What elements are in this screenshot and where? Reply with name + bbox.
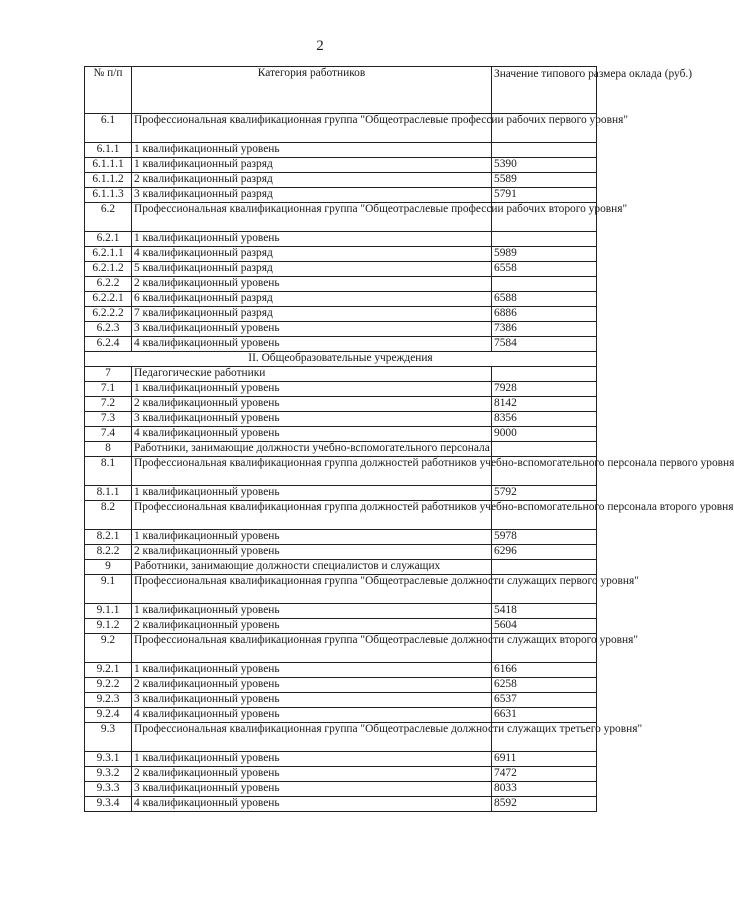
row-salary-value: 7386 [492,322,597,337]
row-category: 3 квалификационный уровень [132,782,492,797]
table-row [85,158,597,173]
row-category: 1 квалификационный уровень [132,663,492,678]
row-category: Профессиональная квалификационная группа должностей работников учебно-вспомогательного персонала второго уровня [132,501,492,530]
table-row [85,619,597,634]
table-row [85,367,597,382]
table-row [85,173,597,188]
page-number: 2 [316,38,324,54]
row-number: 8 [85,442,132,457]
row-salary-value: 5418 [492,604,597,619]
table-row [85,723,597,752]
table-row [85,322,597,337]
table-header-row [85,67,597,114]
row-number: 9 [85,560,132,575]
row-number: 9.1.1 [85,604,132,619]
row-salary-value: 5978 [492,530,597,545]
row-category: 1 квалификационный уровень [132,143,492,158]
row-salary-value: 6537 [492,693,597,708]
row-category: 7 квалификационный разряд [132,307,492,322]
table-row [85,412,597,427]
table-row [85,427,597,442]
table-row [85,678,597,693]
row-number: 9.2.3 [85,693,132,708]
table-row [85,797,597,812]
table-row [85,530,597,545]
row-number: 9.2.2 [85,678,132,693]
table-row [85,397,597,412]
row-number: 9.2 [85,634,132,663]
row-category: 2 квалификационный уровень [132,678,492,693]
row-salary-value: 7472 [492,767,597,782]
row-category: 3 квалификационный уровень [132,322,492,337]
row-number: 7.2 [85,397,132,412]
table-row [85,752,597,767]
row-salary-value: 5390 [492,158,597,173]
row-salary-value: 5604 [492,619,597,634]
row-salary-value [492,232,597,247]
row-number: 7 [85,367,132,382]
row-number: 6.2 [85,203,132,232]
row-number: 6.2.2.2 [85,307,132,322]
table-row [85,114,597,143]
row-number: 6.2.2.1 [85,292,132,307]
row-number: 6.2.3 [85,322,132,337]
row-category: 3 квалификационный разряд [132,188,492,203]
table-row [85,442,597,457]
row-number: 6.1.1 [85,143,132,158]
row-number: 6.2.1 [85,232,132,247]
row-category: 3 квалификационный уровень [132,693,492,708]
row-category: 2 квалификационный уровень [132,397,492,412]
row-number: 6.2.1.2 [85,262,132,277]
row-number: 6.1.1.2 [85,173,132,188]
row-category: 1 квалификационный разряд [132,158,492,173]
table-row [85,382,597,397]
table-row [85,143,597,158]
row-category: 1 квалификационный уровень [132,232,492,247]
table-row [85,501,597,530]
table-body [85,114,734,812]
row-salary-value [492,560,597,575]
row-number: 8.1.1 [85,486,132,501]
row-number: 9.3.4 [85,797,132,812]
table-row [85,634,597,663]
row-salary-value: 6258 [492,678,597,693]
row-category: 5 квалификационный разряд [132,262,492,277]
header-value: Значение типового размера оклада (руб.) [492,67,597,114]
table-row [85,307,597,322]
table-row [85,247,597,262]
row-salary-value: 6886 [492,307,597,322]
row-number: 7.1 [85,382,132,397]
table-row [85,604,597,619]
row-number: 8.2.1 [85,530,132,545]
header-num: № п/п [85,67,132,114]
row-number: 7.3 [85,412,132,427]
row-number: 9.1.2 [85,619,132,634]
table-row [85,693,597,708]
row-salary-value: 8592 [492,797,597,812]
row-category: 4 квалификационный уровень [132,797,492,812]
table-row [85,232,597,247]
row-number: 9.2.1 [85,663,132,678]
row-number: 6.1 [85,114,132,143]
table-row [85,292,597,307]
table-row [85,782,597,797]
row-number: 6.2.1.1 [85,247,132,262]
row-category: 1 квалификационный уровень [132,486,492,501]
row-category: Профессиональная квалификационная группа "Общеотраслевые профессии рабочих второго уровня" [132,203,492,232]
row-number: 8.1 [85,457,132,486]
table-row [85,575,597,604]
row-salary-value: 8356 [492,412,597,427]
table-row [85,767,597,782]
row-category: 2 квалификационный уровень [132,767,492,782]
table-row [85,560,597,575]
row-number: 6.1.1.1 [85,158,132,173]
row-number: 9.2.4 [85,708,132,723]
row-salary-value [492,442,597,457]
row-number: 6.2.4 [85,337,132,352]
row-category: 1 квалификационный уровень [132,752,492,767]
salary-table [84,66,734,812]
row-salary-value: 6166 [492,663,597,678]
table-row [85,203,597,232]
row-category: Профессиональная квалификационная группа "Общеотраслевые профессии рабочих первого уровня" [132,114,492,143]
row-salary-value: 6631 [492,708,597,723]
row-category: 6 квалификационный разряд [132,292,492,307]
row-number: 8.2.2 [85,545,132,560]
row-category: 3 квалификационный уровень [132,412,492,427]
row-salary-value: 6296 [492,545,597,560]
table-row [85,188,597,203]
row-salary-value [492,367,597,382]
row-category: 2 квалификационный уровень [132,277,492,292]
row-salary-value: 6558 [492,262,597,277]
row-salary-value: 6911 [492,752,597,767]
row-salary-value: 5792 [492,486,597,501]
row-category: Профессиональная квалификационная группа "Общеотраслевые должности служащих второго уровня" [132,634,492,663]
row-salary-value: 5989 [492,247,597,262]
header-category: Категория работников [132,67,492,114]
table-row [85,277,597,292]
row-category: 1 квалификационный уровень [132,530,492,545]
row-category: 2 квалификационный уровень [132,545,492,560]
table-row [85,486,597,501]
row-number: 9.3 [85,723,132,752]
table-row [85,337,597,352]
row-number: 9.1 [85,575,132,604]
row-salary-value [492,143,597,158]
row-salary-value: 8142 [492,397,597,412]
row-number: 6.1.1.3 [85,188,132,203]
row-category: Профессиональная квалификационная группа должностей работников учебно-вспомогательного персонала первого уровня [132,457,492,486]
row-number: 9.3.3 [85,782,132,797]
table-row [85,708,597,723]
row-category: 4 квалификационный разряд [132,247,492,262]
row-salary-value: 7584 [492,337,597,352]
row-salary-value: 6588 [492,292,597,307]
row-category: 1 квалификационный уровень [132,604,492,619]
row-salary-value: 8033 [492,782,597,797]
section-row [85,352,597,367]
row-salary-value [492,277,597,292]
row-category: 2 квалификационный уровень [132,619,492,634]
row-category: 2 квалификационный разряд [132,173,492,188]
row-category: Профессиональная квалификационная группа "Общеотраслевые должности служащих третьего уровня" [132,723,492,752]
row-category: 4 квалификационный уровень [132,708,492,723]
row-salary-value: 7928 [492,382,597,397]
row-category: Педагогические работники [132,367,492,382]
row-category: Работники, занимающие должности специалистов и служащих [132,560,492,575]
table-row [85,457,597,486]
row-number: 8.2 [85,501,132,530]
row-category: 1 квалификационный уровень [132,382,492,397]
row-number: 6.2.2 [85,277,132,292]
table-row [85,545,597,560]
row-number: 9.3.1 [85,752,132,767]
table-row [85,663,597,678]
row-category: Работники, занимающие должности учебно-вспомогательного персонала [132,442,492,457]
row-category: 4 квалификационный уровень [132,337,492,352]
row-salary-value: 5791 [492,188,597,203]
row-number: 9.3.2 [85,767,132,782]
section-title: II. Общеобразовательные учреждения [85,352,597,367]
row-salary-value: 5589 [492,173,597,188]
row-number: 7.4 [85,427,132,442]
row-category: Профессиональная квалификационная группа "Общеотраслевые должности служащих первого уровня" [132,575,492,604]
table-row [85,262,597,277]
row-category: 4 квалификационный уровень [132,427,492,442]
row-salary-value: 9000 [492,427,597,442]
